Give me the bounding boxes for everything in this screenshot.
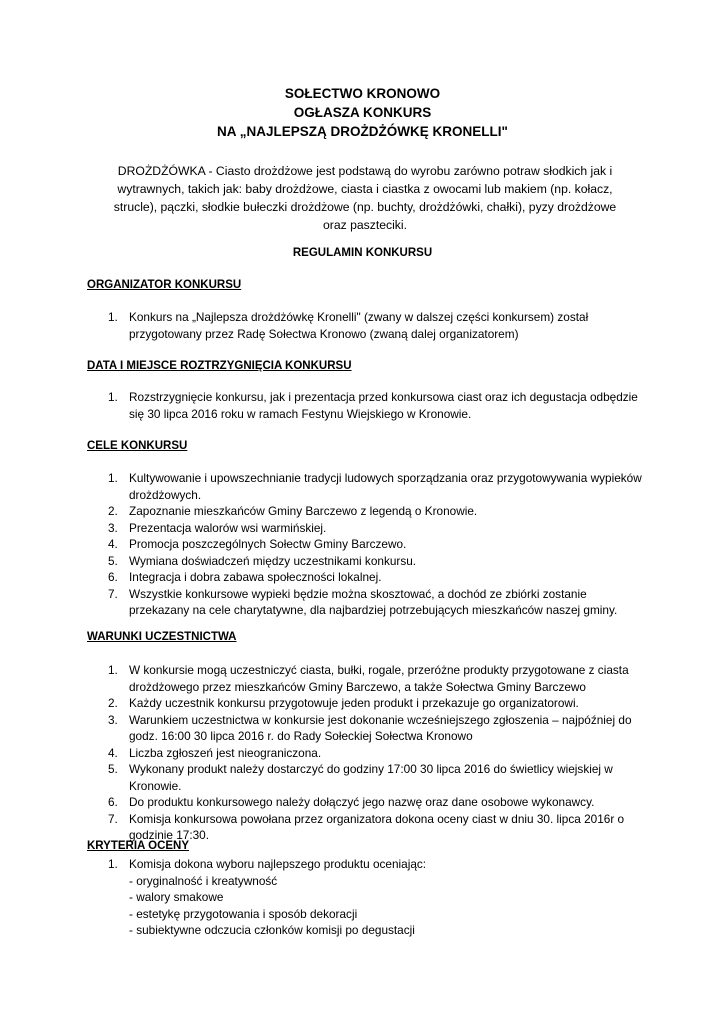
item-number: 5. [108, 553, 118, 568]
list-item [87, 856, 647, 939]
criterion-item: - estetykę przygotowania i sposób dekoracji [129, 906, 358, 921]
item-text: Warunkiem uczestnictwa w konkursie jest dokonanie wcześniejszego zgłoszenia – najpóźniej do godz. 16:00 30 lipca 2016 r. do Rady Sołeckiej Sołectwa Kronowo [129, 712, 632, 743]
list-warunki [87, 662, 647, 844]
list-item [87, 761, 647, 794]
item-number: 2. [108, 504, 118, 518]
item-text: Liczba zgłoszeń jest nieograniczona. [129, 745, 322, 760]
criterion-item: - oryginalność i kreatywność [129, 873, 278, 888]
item-number: 1. [108, 857, 118, 871]
list-item [87, 553, 647, 570]
item-text: Każdy uczestnik konkursu przygotowuje jeden produkt i przekazuje go organizatorowi. [129, 696, 579, 710]
list-item [87, 470, 647, 503]
list-item [87, 695, 647, 712]
item-number: 6. [108, 570, 118, 584]
item-text: Prezentacja walorów wsi warmińskiej. [129, 520, 327, 535]
list-item [87, 712, 647, 745]
list-item [87, 586, 647, 619]
title-line-1: SOŁECTWO KRONOWO [284, 86, 441, 101]
item-number: 4. [108, 745, 118, 760]
item-text: Kultywowanie i upowszechnianie tradycji ludowych sporządzania oraz przygotowywania wypieków drożdżowych. [129, 471, 642, 502]
list-data [87, 389, 647, 422]
list-item [87, 389, 647, 422]
title-line-3: NA „NAJLEPSZĄ DROŻDŻÓWKĘ KRONELLI" [217, 124, 508, 139]
list-item [87, 520, 647, 537]
section-heading-organizator: ORGANIZATOR KONKURSU [87, 279, 242, 291]
item-number: 1. [108, 471, 118, 485]
item-number: 2. [108, 696, 118, 710]
list-cele [87, 470, 647, 619]
regulamin-heading: REGULAMIN KONKURSU [292, 247, 433, 259]
item-text: Komisja konkursowa powołana przez organizatora dokona oceny ciast w dniu 30. lipca 2016r o godzinie 17:30. [129, 811, 625, 842]
item-text: Konkurs na „Najlepsza drożdżówkę Kronelli" (zwany w dalszej części konkursem) został przygotowany przez Radę Sołectwa Kronowo (zwaną dalej organizatorem) [129, 310, 589, 341]
item-text: Do produktu konkursowego należy dołączyć jego nazwę oraz dane osobowe wykonawcy. [129, 795, 595, 809]
item-number: 7. [108, 811, 118, 826]
item-text: W konkursie mogą uczestniczyć ciasta, bułki, rogale, przeróżne produkty przygotowane z ciasta drożdżowego przez mieszkańców Gminy Barczewo, a także Sołectwa Gminy Barczewo [129, 663, 629, 694]
list-item [87, 569, 647, 586]
item-number: 7. [108, 586, 118, 601]
list-organizator [87, 309, 647, 342]
item-number: 1. [108, 663, 118, 677]
item-number: 3. [108, 520, 118, 535]
item-number: 6. [108, 795, 118, 809]
item-number: 5. [108, 762, 118, 776]
list-item [87, 745, 647, 762]
list-item [87, 811, 647, 844]
criterion-item: - subiektywne odczucia członków komisji po degustacji [129, 923, 415, 937]
criterion-item: - walory smakowe [129, 890, 224, 904]
section-heading-warunki: WARUNKI UCZESTNICTWA [87, 631, 237, 643]
item-text: Promocja poszczególnych Sołectw Gminy Barczewo. [129, 537, 407, 551]
item-number: 4. [108, 537, 118, 551]
item-text: Integracja i dobra zabawa społeczności lokalnej. [129, 570, 382, 584]
item-text: Komisja dokona wyboru najlepszego produktu oceniając: [129, 857, 427, 871]
intro-paragraph: DROŻDŻÓWKA - Ciasto drożdżowe jest podstawą do wyrobu zarówno potraw słodkich jak i wytrawnych, takich jak: baby drożdżowe, ciasta i ciastka z owocami lub makiem (np. kołacz, strucle), pączki, słodkie bułeczki drożdżowe (np. buchty, drożdżówki, chałki), pyzy drożdżowe oraz paszteciki. [113, 164, 617, 232]
item-number: 1. [108, 390, 118, 404]
item-text: Wymiana doświadczeń między uczestnikami konkursu. [129, 553, 417, 568]
list-item [87, 536, 647, 553]
item-text: Zapoznanie mieszkańców Gminy Barczewo z legendą o Kronowie. [129, 504, 478, 518]
list-item [87, 309, 647, 342]
section-heading-cele: CELE KONKURSU [87, 440, 188, 452]
title-line-2: OGŁASZA KONKURS [293, 105, 432, 120]
list-kryteria [87, 856, 647, 939]
section-heading-data: DATA I MIEJSCE ROZTRZYGNIĘCIA KONKURSU [87, 360, 352, 372]
list-item [87, 662, 647, 695]
item-number: 3. [108, 712, 118, 727]
item-text: Rozstrzygnięcie konkursu, jak i prezentacja przed konkursowa ciast oraz ich degustacja odbędzie się 30 lipca 2016 roku w ramach Festynu Wiejskiego w Kronowie. [129, 390, 638, 421]
section-heading-kryteria: KRYTERIA OCENY [87, 840, 190, 852]
item-text: Wykonany produkt należy dostarczyć do godziny 17:00 30 lipca 2016 do świetlicy wiejskiej w Kronowie. [129, 762, 613, 793]
list-item [87, 794, 647, 811]
item-text: Wszystkie konkursowe wypieki będzie można skosztować, a dochód ze zbiórki zostanie przekazany na cele charytatywne, dla najbardziej potrzebujących mieszkańców naszej gminy. [129, 586, 618, 617]
list-item [87, 503, 647, 520]
item-number: 1. [108, 310, 118, 324]
